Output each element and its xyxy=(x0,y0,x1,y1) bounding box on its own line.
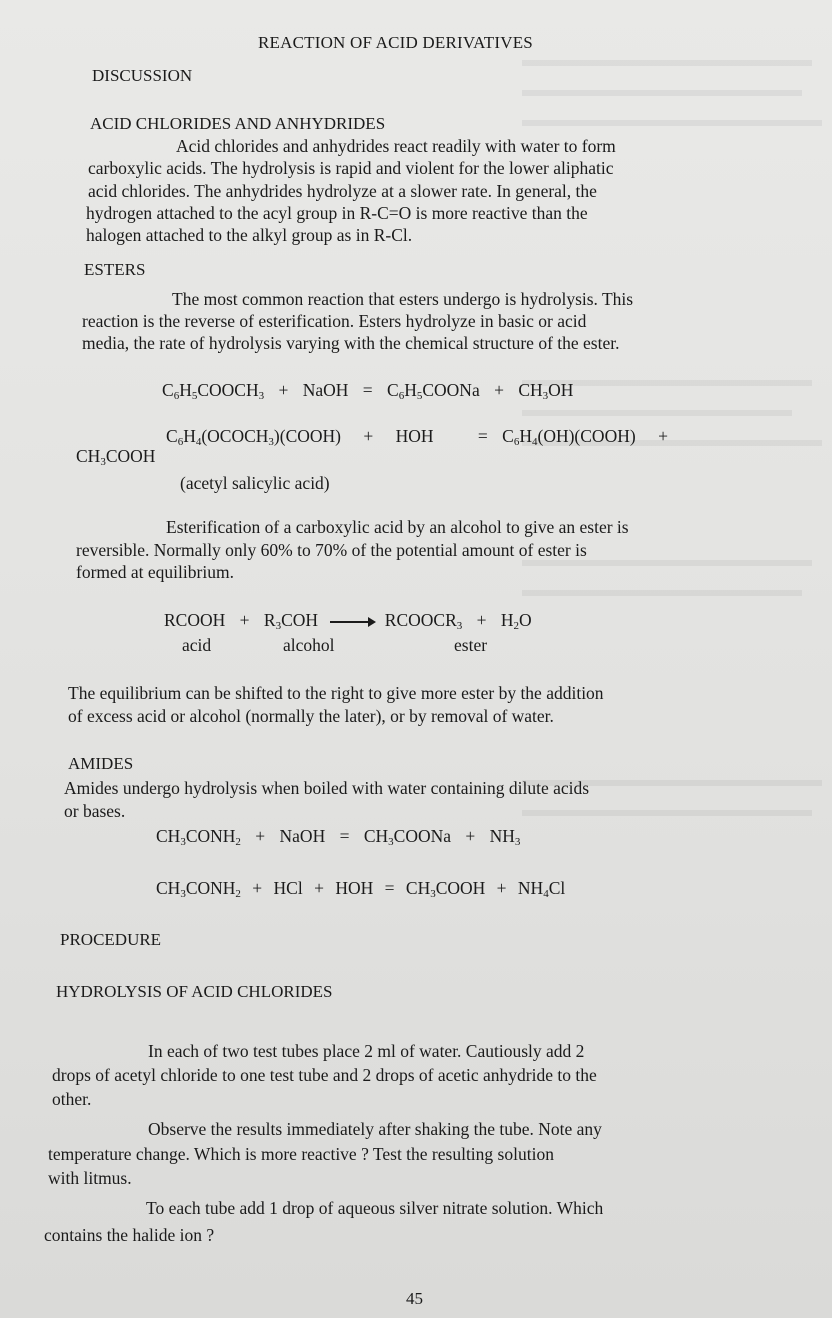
eq-term: $C_6H_4(OH)(COOH)$ xyxy=(502,426,636,448)
eq-term: $R_3COH$ xyxy=(263,610,319,632)
eq-equals: = xyxy=(384,878,395,898)
label-ester: ester xyxy=(454,635,488,655)
equation-aspirin-hydrolysis xyxy=(166,426,668,447)
acid-chlorides-line: acid chlorides. The anhydrides hydrolyze at a slower rate. In general, the xyxy=(88,181,597,201)
eq-term: $CH_3COOH$ xyxy=(405,878,486,900)
procedure-p3-line: contains the halide ion ? xyxy=(44,1225,215,1245)
amides-line: Amides undergo hydrolysis when boiled with water containing dilute acids xyxy=(64,778,590,798)
acid-chlorides-line: halogen attached to the alkyl group as in R-Cl. xyxy=(86,225,413,245)
eq-plus: + xyxy=(658,426,668,446)
esters-line: media, the rate of hydrolysis varying with the chemical structure of the ester. xyxy=(82,333,620,353)
esterification-line: formed at equilibrium. xyxy=(76,562,234,582)
eq-term: HCl xyxy=(273,878,303,898)
procedure-subheading: HYDROLYSIS OF ACID CHLORIDES xyxy=(56,982,333,1001)
eq-term: $RCOOCR_3$ xyxy=(384,610,463,632)
procedure-p1-line: In each of two test tubes place 2 ml of water. Cautiously add 2 xyxy=(148,1041,585,1061)
eq-term: HOH xyxy=(395,426,434,446)
eq-term-wrapped: $CH_3COOH$ xyxy=(76,446,156,468)
procedure-p2-line: with litmus. xyxy=(48,1168,132,1188)
eq-equals: = xyxy=(362,380,373,400)
procedure-p1-line: other. xyxy=(52,1089,92,1109)
eq-term: $C_6H_5COONa$ xyxy=(387,380,480,402)
label-acid: acid xyxy=(182,635,212,655)
eq-plus: + xyxy=(252,878,263,898)
acetyl-salicylic-note: (acetyl salicylic acid) xyxy=(180,473,330,493)
eq-term: NaOH xyxy=(279,826,326,846)
eq-plus: + xyxy=(255,826,266,846)
equation-ester-naoh xyxy=(162,380,573,401)
eq-term: HOH xyxy=(335,878,374,898)
eq-term: $NH_3$ xyxy=(489,826,521,848)
reaction-arrow-icon xyxy=(330,621,374,623)
equation-amide-naoh xyxy=(156,826,520,847)
eq-term: $C_6H_4(OCOCH_3)(COOH)$ xyxy=(166,426,341,448)
eq-plus: + xyxy=(465,826,476,846)
label-alcohol: alcohol xyxy=(283,635,335,655)
eq-plus: + xyxy=(314,878,324,898)
amides-line: or bases. xyxy=(64,801,126,821)
esters-line: The most common reaction that esters undergo is hydrolysis. This xyxy=(172,289,634,309)
acid-chlorides-line: carboxylic acids. The hydrolysis is rapid and violent for the lower aliphatic xyxy=(88,158,614,178)
page-number: 45 xyxy=(406,1289,423,1308)
eq-term: NaOH xyxy=(302,380,349,400)
procedure-heading: PROCEDURE xyxy=(60,930,162,949)
esters-heading: ESTERS xyxy=(84,260,146,279)
eq-term: $H_2O$ xyxy=(500,610,532,632)
equilibrium-line: of excess acid or alcohol (normally the later), or by removal of water. xyxy=(68,706,554,726)
procedure-p2-line: temperature change. Which is more reactive ? Test the resulting solution xyxy=(48,1144,554,1164)
eq-equals: = xyxy=(477,426,488,446)
eq-plus: + xyxy=(476,610,487,630)
eq-term: $CH_3COONa$ xyxy=(363,826,452,848)
amides-heading: AMIDES xyxy=(68,754,134,773)
acid-chlorides-line: hydrogen attached to the acyl group in R-C=O is more reactive than the xyxy=(86,203,588,223)
eq-term: RCOOH xyxy=(164,610,226,630)
equation-esterification xyxy=(164,610,532,631)
eq-plus: + xyxy=(239,610,250,630)
acid-chlorides-heading: ACID CHLORIDES AND ANHYDRIDES xyxy=(90,114,386,133)
eq-term: $CH_3OH$ xyxy=(518,380,574,402)
eq-plus: + xyxy=(363,426,374,446)
eq-plus: + xyxy=(494,380,504,400)
eq-equals: = xyxy=(339,826,350,846)
equation-amide-hcl xyxy=(156,878,565,899)
procedure-p2-line: Observe the results immediately after shaking the tube. Note any xyxy=(148,1119,602,1139)
eq-plus: + xyxy=(496,878,507,898)
page-title: REACTION OF ACID DERIVATIVES xyxy=(258,33,533,52)
procedure-p3-line: To each tube add 1 drop of aqueous silver nitrate solution. Which xyxy=(146,1198,604,1218)
eq-term: $NH_4Cl$ xyxy=(517,878,566,900)
procedure-p1-line: drops of acetyl chloride to one test tube and 2 drops of acetic anhydride to the xyxy=(52,1065,597,1085)
equilibrium-line: The equilibrium can be shifted to the right to give more ester by the addition xyxy=(68,683,604,703)
esterification-line: reversible. Normally only 60% to 70% of the potential amount of ester is xyxy=(76,540,587,560)
eq-term: $CH_3CONH_2$ xyxy=(156,826,241,848)
eq-plus: + xyxy=(278,380,289,400)
eq-term: $CH_3CONH_2$ xyxy=(156,878,241,900)
acid-chlorides-line: Acid chlorides and anhydrides react readily with water to form xyxy=(176,136,616,156)
discussion-heading: DISCUSSION xyxy=(92,66,193,85)
eq-term: $C_6H_5COOCH_3$ xyxy=(162,380,265,402)
esters-line: reaction is the reverse of esterification. Esters hydrolyze in basic or acid xyxy=(82,311,587,331)
esterification-line: Esterification of a carboxylic acid by an alcohol to give an ester is xyxy=(166,517,629,537)
